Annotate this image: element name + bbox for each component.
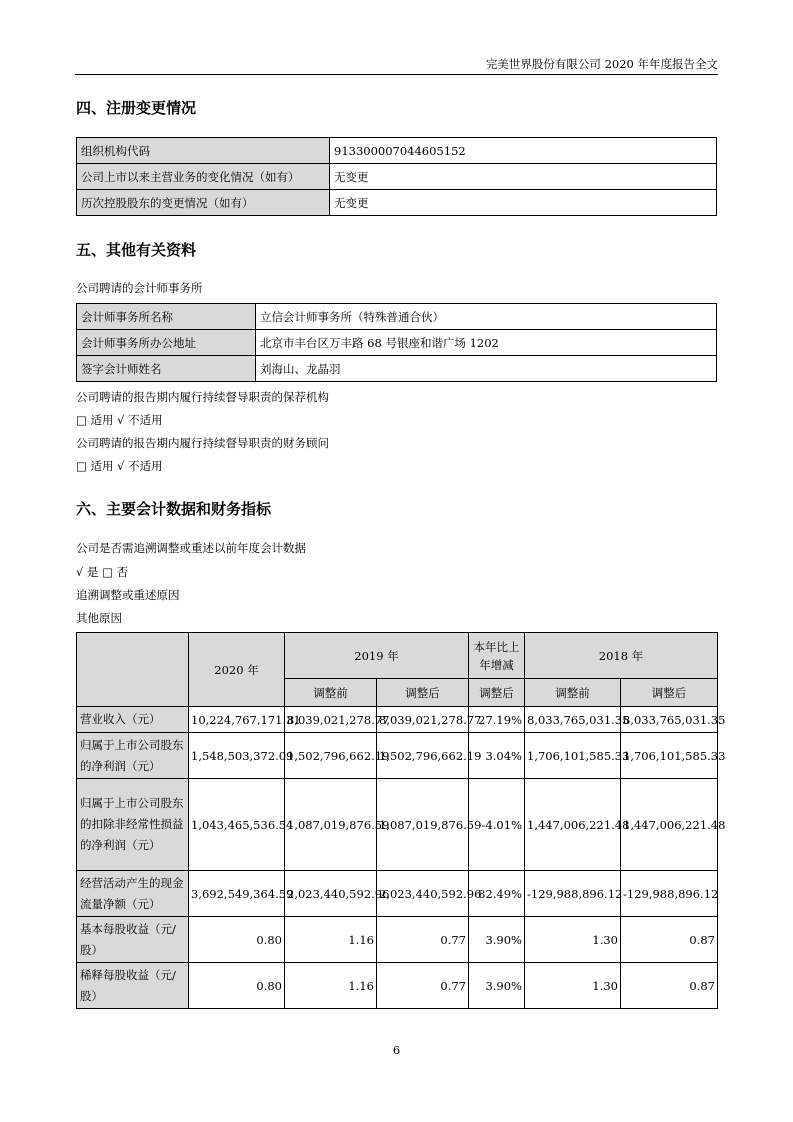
restatement-answer: √ 是 □ 否 <box>76 565 129 579</box>
cell-2018-before: 1.30 <box>525 917 621 963</box>
table-row <box>77 164 717 190</box>
cell-2020: 10,224,767,171.31 <box>189 707 285 733</box>
cell-2019-before: 2,023,440,592.96 <box>285 871 377 917</box>
cell-2018-after: 0.87 <box>621 963 718 1009</box>
cell-2019-after: 8,039,021,278.77 <box>377 707 469 733</box>
cell-2019-after: 1,087,019,876.59 <box>377 779 469 871</box>
row-label: 基本每股收益（元/股） <box>77 917 189 963</box>
section-6-title: 六、主要会计数据和财务指标 <box>76 500 272 518</box>
row-label: 营业收入（元） <box>77 707 189 733</box>
section-5-title: 五、其他有关资料 <box>76 241 197 259</box>
cell-2019-before: 1,502,796,662.19 <box>285 733 377 779</box>
cell-2018-after: 8,033,765,031.35 <box>621 707 718 733</box>
sponsor-question: 公司聘请的报告期内履行持续督导职责的保荐机构 <box>76 390 329 404</box>
table-row <box>77 190 717 216</box>
header-2020: 2020 年 <box>189 633 285 707</box>
header-2019: 2019 年 <box>285 633 469 679</box>
table-row <box>77 963 718 1009</box>
auditor-intro: 公司聘请的会计师事务所 <box>76 281 203 295</box>
header-change: 本年比上年增减 <box>469 633 525 679</box>
header-2018: 2018 年 <box>525 633 718 679</box>
cell-2020: 3,692,549,364.59 <box>189 871 285 917</box>
page-number: 6 <box>392 1043 401 1057</box>
section-4-title: 四、注册变更情况 <box>76 99 197 117</box>
cell-2018-before: 1.30 <box>525 963 621 1009</box>
restatement-reason: 其他原因 <box>76 611 122 625</box>
cell-2018-before: 1,706,101,585.33 <box>525 733 621 779</box>
row-label: 归属于上市公司股东的扣除非经常性损益的净利润（元） <box>77 779 189 871</box>
row-label: 公司上市以来主营业务的变化情况（如有） <box>77 164 330 190</box>
cell-2019-after: 0.77 <box>377 917 469 963</box>
registration-table <box>76 137 717 216</box>
row-label: 签字会计师姓名 <box>77 356 256 382</box>
restatement-question: 公司是否需追溯调整或重述以前年度会计数据 <box>76 541 306 555</box>
table-row <box>77 779 718 871</box>
row-label: 归属于上市公司股东的净利润（元） <box>77 733 189 779</box>
table-header-row <box>77 633 718 679</box>
table-row <box>77 733 718 779</box>
row-label: 稀释每股收益（元/股） <box>77 963 189 1009</box>
row-value: 无变更 <box>330 164 717 190</box>
header-2019-after: 调整后 <box>377 679 469 707</box>
cell-2019-before: 8,039,021,278.77 <box>285 707 377 733</box>
header-blank <box>77 633 189 707</box>
financial-indicators-table <box>76 632 726 1009</box>
row-value: 913300007044605152 <box>330 138 717 164</box>
header-2018-before: 调整前 <box>525 679 621 707</box>
cell-2020: 1,043,465,536.54 <box>189 779 285 871</box>
row-value: 立信会计师事务所（特殊普通合伙） <box>256 304 717 330</box>
row-value: 北京市丰台区万丰路 68 号银座和谐广场 1202 <box>256 330 717 356</box>
table-row <box>77 304 717 330</box>
row-label: 经营活动产生的现金流量净额（元） <box>77 871 189 917</box>
cell-2019-after: 1,502,796,662.19 <box>377 733 469 779</box>
row-value: 刘海山、龙晶羽 <box>256 356 717 382</box>
table-row <box>77 138 717 164</box>
row-label: 会计师事务所办公地址 <box>77 330 256 356</box>
table-row <box>77 917 718 963</box>
cell-2018-after: 0.87 <box>621 917 718 963</box>
sponsor-answer: □ 适用 √ 不适用 <box>76 413 163 427</box>
cell-2019-before: 1.16 <box>285 917 377 963</box>
cell-2018-after: -129,988,896.12 <box>621 871 718 917</box>
advisor-answer: □ 适用 √ 不适用 <box>76 459 163 473</box>
cell-2020: 0.80 <box>189 963 285 1009</box>
cell-2019-after: 2,023,440,592.96 <box>377 871 469 917</box>
cell-2018-after: 1,447,006,221.48 <box>621 779 718 871</box>
restatement-reason-label: 追溯调整或重述原因 <box>76 588 180 602</box>
cell-2018-after: 1,706,101,585.33 <box>621 733 718 779</box>
cell-change: 27.19% <box>469 707 525 733</box>
table-row <box>77 330 717 356</box>
cell-change: 3.04% <box>469 733 525 779</box>
cell-change: 82.49% <box>469 871 525 917</box>
cell-change: 3.90% <box>469 963 525 1009</box>
row-label: 历次控股股东的变更情况（如有） <box>77 190 330 216</box>
header-rule <box>75 74 718 75</box>
row-value: 无变更 <box>330 190 717 216</box>
cell-2019-after: 0.77 <box>377 963 469 1009</box>
cell-2018-before: 1,447,006,221.48 <box>525 779 621 871</box>
row-label: 组织机构代码 <box>77 138 330 164</box>
cell-2020: 1,548,503,372.09 <box>189 733 285 779</box>
cell-2018-before: -129,988,896.12 <box>525 871 621 917</box>
header-change-after: 调整后 <box>469 679 525 707</box>
header-2018-after: 调整后 <box>621 679 718 707</box>
running-header: 完美世界股份有限公司 2020 年年度报告全文 <box>485 57 718 71</box>
cell-change: -4.01% <box>469 779 525 871</box>
header-2019-before: 调整前 <box>285 679 377 707</box>
cell-2019-before: 1,087,019,876.59 <box>285 779 377 871</box>
row-label: 会计师事务所名称 <box>77 304 256 330</box>
cell-2018-before: 8,033,765,031.35 <box>525 707 621 733</box>
cell-change: 3.90% <box>469 917 525 963</box>
cell-2020: 0.80 <box>189 917 285 963</box>
table-row <box>77 356 717 382</box>
cell-2019-before: 1.16 <box>285 963 377 1009</box>
table-row <box>77 707 718 733</box>
table-row <box>77 871 718 917</box>
auditor-table <box>76 303 717 382</box>
advisor-question: 公司聘请的报告期内履行持续督导职责的财务顾问 <box>76 436 329 450</box>
